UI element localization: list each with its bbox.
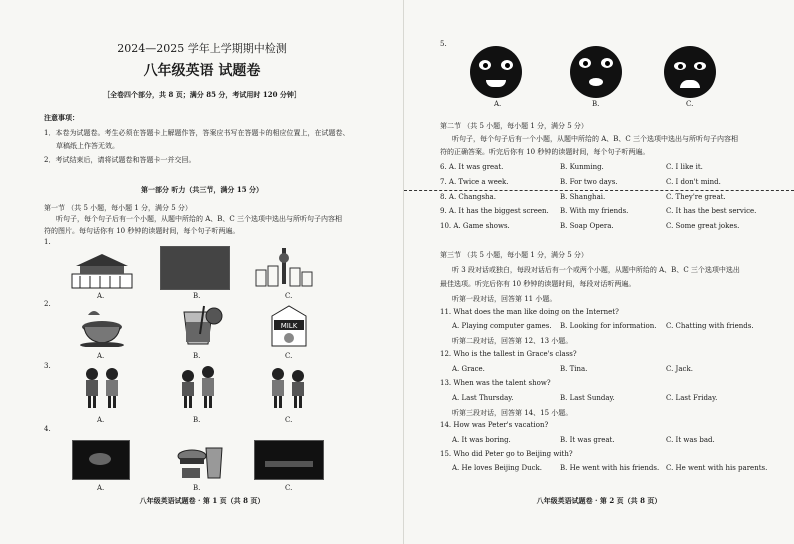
question-6-option-b: B. Kunming. <box>560 163 604 171</box>
option-label-c: C. <box>285 292 293 300</box>
question-6-option-c: C. I like it. <box>666 163 703 171</box>
section1-instructions-cont: 符的图片。每句话你有 10 秒钟的读题时间，每个句子听两遍。 <box>44 227 240 235</box>
option-label-a: A. <box>97 352 105 360</box>
question-11-option-a: A. Playing computer games. <box>452 322 552 330</box>
question-12-option-c: C. Jack. <box>666 365 693 373</box>
option-label-a: A. <box>97 416 105 424</box>
notes-heading: 注意事项： <box>44 113 79 122</box>
exam-page-2 <box>404 0 794 544</box>
surprised-face-icon <box>570 46 622 98</box>
question-11-option-b: B. Looking for information. <box>560 322 657 330</box>
dark-scene-photo-a <box>72 440 130 480</box>
dialogue-2-label: 听第二段对话，回答第 12、13 小题。 <box>452 337 573 345</box>
question-15-option-b: B. He went with his friends. <box>560 464 660 472</box>
page-footer: 八年级英语试题卷 · 第 1 页（共 8 页） <box>139 496 265 505</box>
scan-dash-line <box>404 190 794 191</box>
milk-carton-image <box>266 304 312 348</box>
building-palace-image <box>70 246 134 290</box>
question-6-option-a: 6. A. It was great. <box>440 163 504 171</box>
two-children-image-a <box>80 366 124 412</box>
question-7-option-a: 7. A. Twice a week. <box>440 178 509 186</box>
section2-heading: 第二节 （共 5 小题，每小题 1 分，满分 5 分） <box>440 122 588 130</box>
subject-title: 八年级英语 试题卷 <box>143 63 261 79</box>
two-children-image-b <box>176 366 220 412</box>
dark-scene-photo-c <box>254 440 324 480</box>
page-footer: 八年级英语试题卷 · 第 2 页（共 8 页） <box>536 496 662 505</box>
happy-face-icon <box>470 46 522 98</box>
section1-heading: 第一节 （共 5 小题，每小题 1 分，满分 5 分） <box>44 204 192 212</box>
question-14-option-b: B. It was great. <box>560 436 615 444</box>
question-12-text: 12. Who is the tallest in Grace's class? <box>440 350 577 358</box>
question-10-option-c: C. Some great jokes. <box>666 222 740 230</box>
question-11-text: 11. What does the man like doing on the Internet? <box>440 308 619 316</box>
landscape-photo <box>160 246 230 290</box>
option-label-a: A. <box>97 292 105 300</box>
note-2: 2．考试结束后，请将试题卷和答题卡一并交回。 <box>44 156 196 164</box>
question-8-option-a: 8. A. Changsha. <box>440 193 496 201</box>
question-8-option-c: C. They're great. <box>666 193 726 201</box>
question-number: 3. <box>44 362 51 370</box>
section2-instructions: 听句子，每个句子后有一个小题，从题中所给的 A、B、C 三个选项中选出与所听句子内容相 <box>452 135 739 143</box>
question-14-option-a: A. It was boring. <box>452 436 511 444</box>
question-14-option-c: C. It was bad. <box>666 436 715 444</box>
section3-instructions-cont: 最佳选项。听完后你有 10 秒钟的读题时间，每段对话听两遍。 <box>440 280 636 288</box>
question-13-option-a: A. Last Thursday. <box>452 394 514 402</box>
option-label-b: B. <box>193 292 201 300</box>
juice-drink-image <box>172 304 226 348</box>
question-12-option-b: B. Tina. <box>560 365 588 373</box>
question-15-option-a: A. He loves Beijing Duck. <box>452 464 543 472</box>
question-7-option-b: B. For two days. <box>560 178 618 186</box>
question-9-option-a: 9. A. It has the biggest screen. <box>440 207 549 215</box>
option-label-c: C. <box>686 100 694 108</box>
question-11-option-c: C. Chatting with friends. <box>666 322 754 330</box>
two-children-image-c <box>266 366 310 412</box>
part1-heading: 第一部分 听力（共三节，满分 15 分） <box>140 185 264 194</box>
question-14-text: 14. How was Peter's vacation? <box>440 421 549 429</box>
dialogue-1-label: 听第一段对话，回答第 11 小题。 <box>452 295 557 303</box>
question-12-option-a: A. Grace. <box>452 365 485 373</box>
option-label-b: B. <box>592 100 600 108</box>
exam-title: 2024—2025 学年上学期期中检测 <box>117 42 287 55</box>
question-9-option-c: C. It has the best service. <box>666 207 757 215</box>
note-1-cont: 草稿纸上作答无效。 <box>56 142 119 150</box>
option-label-b: B. <box>193 352 201 360</box>
exam-info: ［全卷四个部分，共 8 页；满分 85 分，考试用时 120 分钟］ <box>103 90 301 99</box>
question-15-option-c: C. He went with his parents. <box>666 464 768 472</box>
option-label-b: B. <box>193 484 201 492</box>
section3-instructions: 听 3 段对话或独白，每段对话后有一个或两个小题，从题中所给的 A、B、C 三个选项中选出 <box>452 266 740 274</box>
question-15-text: 15. Who did Peter go to Beijing with? <box>440 450 573 458</box>
option-label-c: C. <box>285 484 293 492</box>
question-number: 2. <box>44 300 51 308</box>
question-13-option-c: C. Last Friday. <box>666 394 718 402</box>
city-tower-image <box>252 244 316 290</box>
option-label-c: C. <box>285 416 293 424</box>
section3-heading: 第三节 （共 5 小题，每小题 1 分，满分 5 分） <box>440 251 588 259</box>
milk-label: MILK <box>280 322 298 330</box>
question-8-option-b: B. Shanghai. <box>560 193 606 201</box>
option-label-b: B. <box>193 416 201 424</box>
note-1: 1．本卷为试题卷。考生必须在答题卡上解题作答，答案应书写在答题卡的相应位置上，在试题卷、 <box>44 129 350 137</box>
question-9-option-b: B. With my friends. <box>560 207 629 215</box>
question-13-text: 13. When was the talent show? <box>440 379 551 387</box>
teacup-image <box>78 305 128 347</box>
question-10-option-a: 10. A. Game shows. <box>440 222 510 230</box>
question-number: 1. <box>44 238 51 246</box>
option-label-c: C. <box>285 352 293 360</box>
dialogue-3-label: 听第三段对话，回答第 14、15 小题。 <box>452 409 573 417</box>
question-10-option-b: B. Soap Opera. <box>560 222 614 230</box>
option-label-a: A. <box>97 484 105 492</box>
section1-instructions: 听句子，每个句子后有一个小题，从题中所给的 A、B、C 三个选项中选出与所听句子内容相 <box>56 215 343 223</box>
option-label-a: A. <box>494 100 502 108</box>
question-13-option-b: B. Last Sunday. <box>560 394 615 402</box>
question-7-option-c: C. I don't mind. <box>666 178 721 186</box>
question-number: 5. <box>440 40 447 48</box>
fast-food-image <box>176 438 226 482</box>
section2-instructions-cont: 符的正确答案。听完后你有 10 秒钟的读题时间，每个句子听两遍。 <box>440 148 650 156</box>
angry-face-icon <box>664 46 716 98</box>
question-number: 4. <box>44 425 51 433</box>
